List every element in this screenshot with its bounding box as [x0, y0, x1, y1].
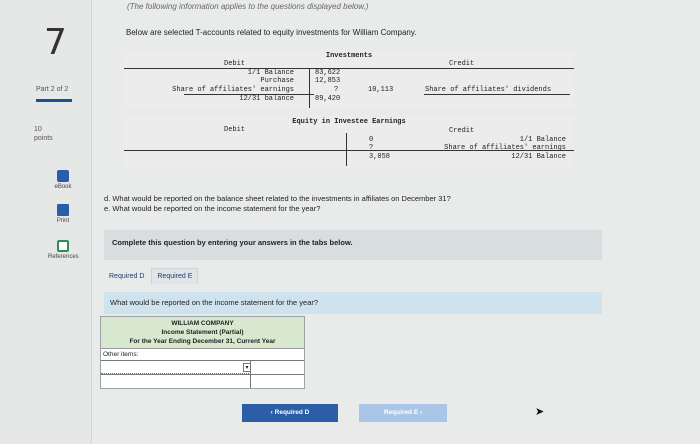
- t-row-value: 89,420: [315, 95, 341, 103]
- account-select[interactable]: [101, 361, 251, 374]
- tab-prompt: What would be reported on the income statement for the year?: [104, 292, 602, 314]
- income-statement: [100, 316, 305, 389]
- statement-row: [101, 360, 304, 374]
- other-items-label: Other items:: [101, 348, 304, 360]
- points-value: 10 points: [34, 126, 53, 142]
- debit-header: Debit: [224, 60, 246, 68]
- amount-input[interactable]: [252, 361, 304, 374]
- t-row-value: ?: [369, 144, 374, 152]
- t-account-title: Equity in Investee Earnings: [292, 118, 406, 126]
- t-row-value: 83,622: [315, 69, 341, 77]
- company-name: WILLIAM COMPANY: [171, 320, 234, 327]
- references-icon: [57, 240, 69, 252]
- ebook-button[interactable]: eBook: [48, 170, 78, 190]
- question-d: d. What would be reported on the balance sheet related to the investments in affiliates on December 31?: [104, 194, 451, 203]
- t-account-investments: [124, 52, 574, 108]
- answer-tabs: [104, 268, 198, 284]
- t-row-label: 12/31 balance: [239, 95, 294, 103]
- statement-header: [101, 317, 304, 348]
- print-button[interactable]: Print: [48, 204, 78, 224]
- t-row-credit-label: Share of affiliates' dividends: [425, 86, 552, 94]
- question-sidebar: [0, 0, 92, 444]
- t-account-equity-investee: [124, 116, 574, 168]
- total-amount-cell: [252, 375, 304, 388]
- mouse-cursor-icon: ➤: [535, 406, 545, 418]
- part-progress-bar: [36, 99, 72, 102]
- instruction-banner: Complete this question by entering your answers in the tabs below.: [104, 230, 602, 260]
- t-row-value: ?: [334, 86, 339, 94]
- info-banner-text: (The following information applies to the questions displayed below.): [127, 2, 369, 11]
- credit-header: Credit: [449, 60, 475, 68]
- t-row-label: Share of affiliates' earnings: [444, 144, 566, 152]
- print-icon: [57, 204, 69, 216]
- chevron-right-icon: ›: [419, 409, 423, 416]
- statement-total-row: [101, 374, 304, 388]
- total-label-cell: [101, 375, 251, 388]
- ebook-icon: [57, 170, 69, 182]
- t-row-label: Purchase: [260, 77, 294, 85]
- next-required-e-button[interactable]: Required E ›: [359, 404, 447, 422]
- t-row-label: 1/1 Balance: [247, 69, 294, 77]
- tab-required-d[interactable]: Required D: [109, 273, 145, 280]
- credit-header: Credit: [449, 127, 475, 135]
- t-row-value: 3,058: [369, 153, 391, 161]
- statement-period: For the Year Ending December 31, Current Year: [129, 338, 276, 345]
- part-indicator: Part 2 of 2: [36, 86, 69, 93]
- question-number: 7: [44, 22, 67, 63]
- tab-required-e[interactable]: Required E: [151, 268, 198, 284]
- debit-header: Debit: [224, 126, 246, 134]
- chevron-down-icon[interactable]: ▾: [243, 363, 251, 372]
- t-row-label: 1/1 Balance: [519, 136, 566, 144]
- references-button[interactable]: References: [48, 240, 78, 260]
- chevron-left-icon: ‹: [270, 409, 273, 416]
- t-row-value: 12,853: [315, 77, 341, 85]
- t-row-value: 0: [369, 136, 374, 144]
- t-account-title: Investments: [325, 52, 373, 60]
- t-row-credit-value: 10,113: [368, 86, 394, 94]
- question-e: e. What would be reported on the income statement for the year?: [104, 204, 321, 213]
- main-content: [92, 0, 700, 444]
- prev-required-d-button[interactable]: ‹ Required D: [242, 404, 338, 422]
- t-row-label: 12/31 Balance: [511, 153, 566, 161]
- statement-subtitle: Income Statement (Partial): [161, 329, 244, 336]
- problem-intro: Below are selected T-accounts related to equity investments for William Company.: [126, 28, 417, 37]
- t-row-label: Share of affiliates' earnings: [172, 86, 294, 94]
